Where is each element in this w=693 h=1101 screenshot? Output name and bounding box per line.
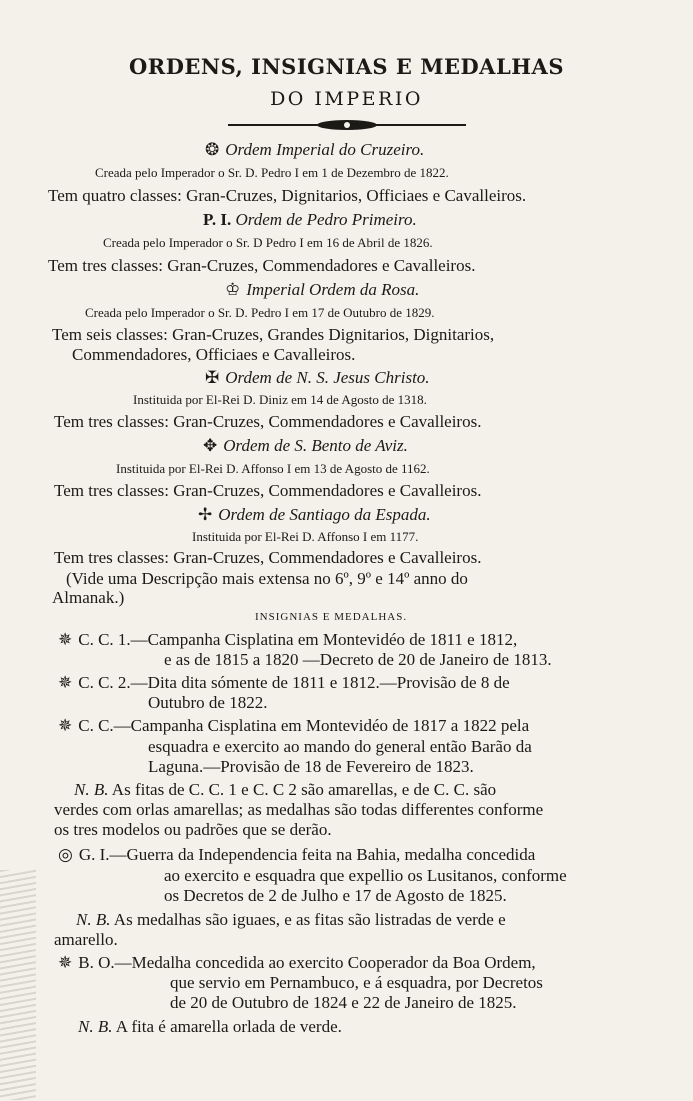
order-classes: Commendadores, Officiaes e Cavalleiros.: [72, 345, 356, 364]
order-founding: Instituida por El-Rei D. Affonso I em 1177.: [192, 529, 419, 544]
order-classes: Tem tres classes: Gran-Cruzes, Commendadores e Cavalleiros.: [54, 548, 482, 567]
ring-medal-icon: ◎: [58, 845, 73, 864]
medal-entry: ✵ B. O.—Medalha concedida ao exercito Cooperador da Boa Ordem,: [58, 953, 536, 972]
order-founding: Instituida por El-Rei D. Diniz em 14 de Agosto de 1318.: [133, 392, 427, 407]
section-title: INSIGNIAS E MEDALHAS.: [255, 611, 408, 623]
medal-entry-cont: esquadra e exercito ao mando do general então Barão da: [148, 737, 532, 756]
order-classes: Tem tres classes: Gran-Cruzes, Commendadores e Cavalleiros.: [54, 412, 482, 431]
medal-entry: ✵ C. C. 2.—Dita dita sómente de 1811 e 1812.—Provisão de 8 de: [58, 673, 510, 692]
order-title: ❂ Ordem Imperial do Cruzeiro.: [205, 140, 425, 159]
medal-entry: ✵ C. C. 1.—Campanha Cisplatina em Montevidéo de 1811 e 1812,: [58, 630, 518, 649]
nb-label: N. B.: [76, 910, 111, 929]
star-cross-icon: ✵: [58, 630, 73, 649]
star-cross-icon: ✵: [58, 716, 73, 735]
star-cross-icon: ✵: [58, 953, 73, 972]
rose-icon: ♔: [225, 280, 241, 299]
order-classes: Tem quatro classes: Gran-Cruzes, Dignitarios, Officiaes e Cavalleiros.: [48, 186, 527, 205]
vide-note: (Vide uma Descripção mais extensa no 6º, 9º e 14º anno do: [66, 569, 468, 588]
medal-entry-cont: que servio em Pernambuco, e á esquadra, por Decretos: [170, 973, 543, 992]
order-title: ✠ Ordem de N. S. Jesus Christo.: [205, 368, 430, 387]
nb-label: N. B.: [74, 780, 109, 799]
order-classes: Tem seis classes: Gran-Cruzes, Grandes Dignitarios, Dignitarios,: [52, 325, 495, 344]
cross-star-icon: ❂: [205, 140, 220, 159]
order-founding: Creada pelo Imperador o Sr. D. Pedro I em 1 de Dezembro de 1822.: [95, 165, 449, 180]
medal-entry-cont: Laguna.—Provisão de 18 de Fevereiro de 1823.: [148, 757, 474, 776]
order-title: ✢ Ordem de Santiago da Espada.: [198, 505, 431, 524]
christ-cross-icon: ✠: [205, 368, 220, 387]
page-subtitle: DO IMPERIO: [270, 88, 423, 110]
medal-entry-cont: ao exercito e esquadra que expellio os Lusitanos, conforme: [164, 866, 567, 885]
page-title: ORDENS, INSIGNIAS E MEDALHAS: [128, 54, 565, 79]
aviz-cross-icon: ✥: [203, 436, 218, 455]
nota-bene-cont: verdes com orlas amarellas; as medalhas são todas differentes conforme: [54, 800, 544, 819]
order-title: ♔ Imperial Ordem da Rosa.: [225, 280, 420, 299]
nota-bene: N. B. A fita é amarella orlada de verde.: [78, 1017, 342, 1036]
order-classes: Tem tres classes: Gran-Cruzes, Commendadores e Cavalleiros.: [54, 481, 482, 500]
nota-bene-cont: os tres modelos ou padrões que se derão.: [54, 820, 332, 839]
order-prefix: P. I.: [203, 210, 232, 229]
medal-entry: ◎ G. I.—Guerra da Independencia feita na Bahia, medalha concedida: [58, 845, 536, 864]
order-founding: Instituida por El-Rei D. Affonso I em 13 de Agosto de 1162.: [116, 461, 430, 476]
nb-label: N. B.: [78, 1017, 113, 1036]
nota-bene: N. B. As fitas de C. C. 1 e C. C 2 são amarellas, e de C. C. são: [74, 780, 497, 799]
star-cross-icon: ✵: [58, 673, 73, 692]
sword-cross-icon: ✢: [198, 505, 213, 524]
medal-entry-cont: e as de 1815 a 1820 —Decreto de 20 de Janeiro de 1813.: [164, 650, 552, 669]
binding-shadow: [0, 870, 36, 1100]
nota-bene: N. B. As medalhas são iguaes, e as fitas são listradas de verde e: [76, 910, 506, 929]
nota-bene-cont: amarello.: [54, 930, 118, 949]
medal-entry-cont: Outubro de 1822.: [148, 693, 268, 712]
medal-entry-cont: de 20 de Outubro de 1824 e 22 de Janeiro de 1825.: [170, 993, 517, 1012]
order-classes: Tem tres classes: Gran-Cruzes, Commendadores e Cavalleiros.: [48, 256, 476, 275]
order-founding: Creada pelo Imperador o Sr. D. Pedro I em 17 de Outubro de 1829.: [85, 305, 435, 320]
order-title: ✥ Ordem de S. Bento de Aviz.: [203, 436, 408, 455]
order-title: P. I. Ordem de Pedro Primeiro.: [203, 210, 417, 229]
medal-entry: ✵ C. C.—Campanha Cisplatina em Montevidéo de 1817 a 1822 pela: [58, 716, 530, 735]
medal-entry-cont: os Decretos de 2 de Julho e 17 de Agosto de 1825.: [164, 886, 507, 905]
vide-note: Almanak.): [52, 588, 125, 607]
ornamental-rule: [228, 118, 466, 132]
order-founding: Creada pelo Imperador o Sr. D Pedro I em 16 de Abril de 1826.: [103, 235, 433, 250]
